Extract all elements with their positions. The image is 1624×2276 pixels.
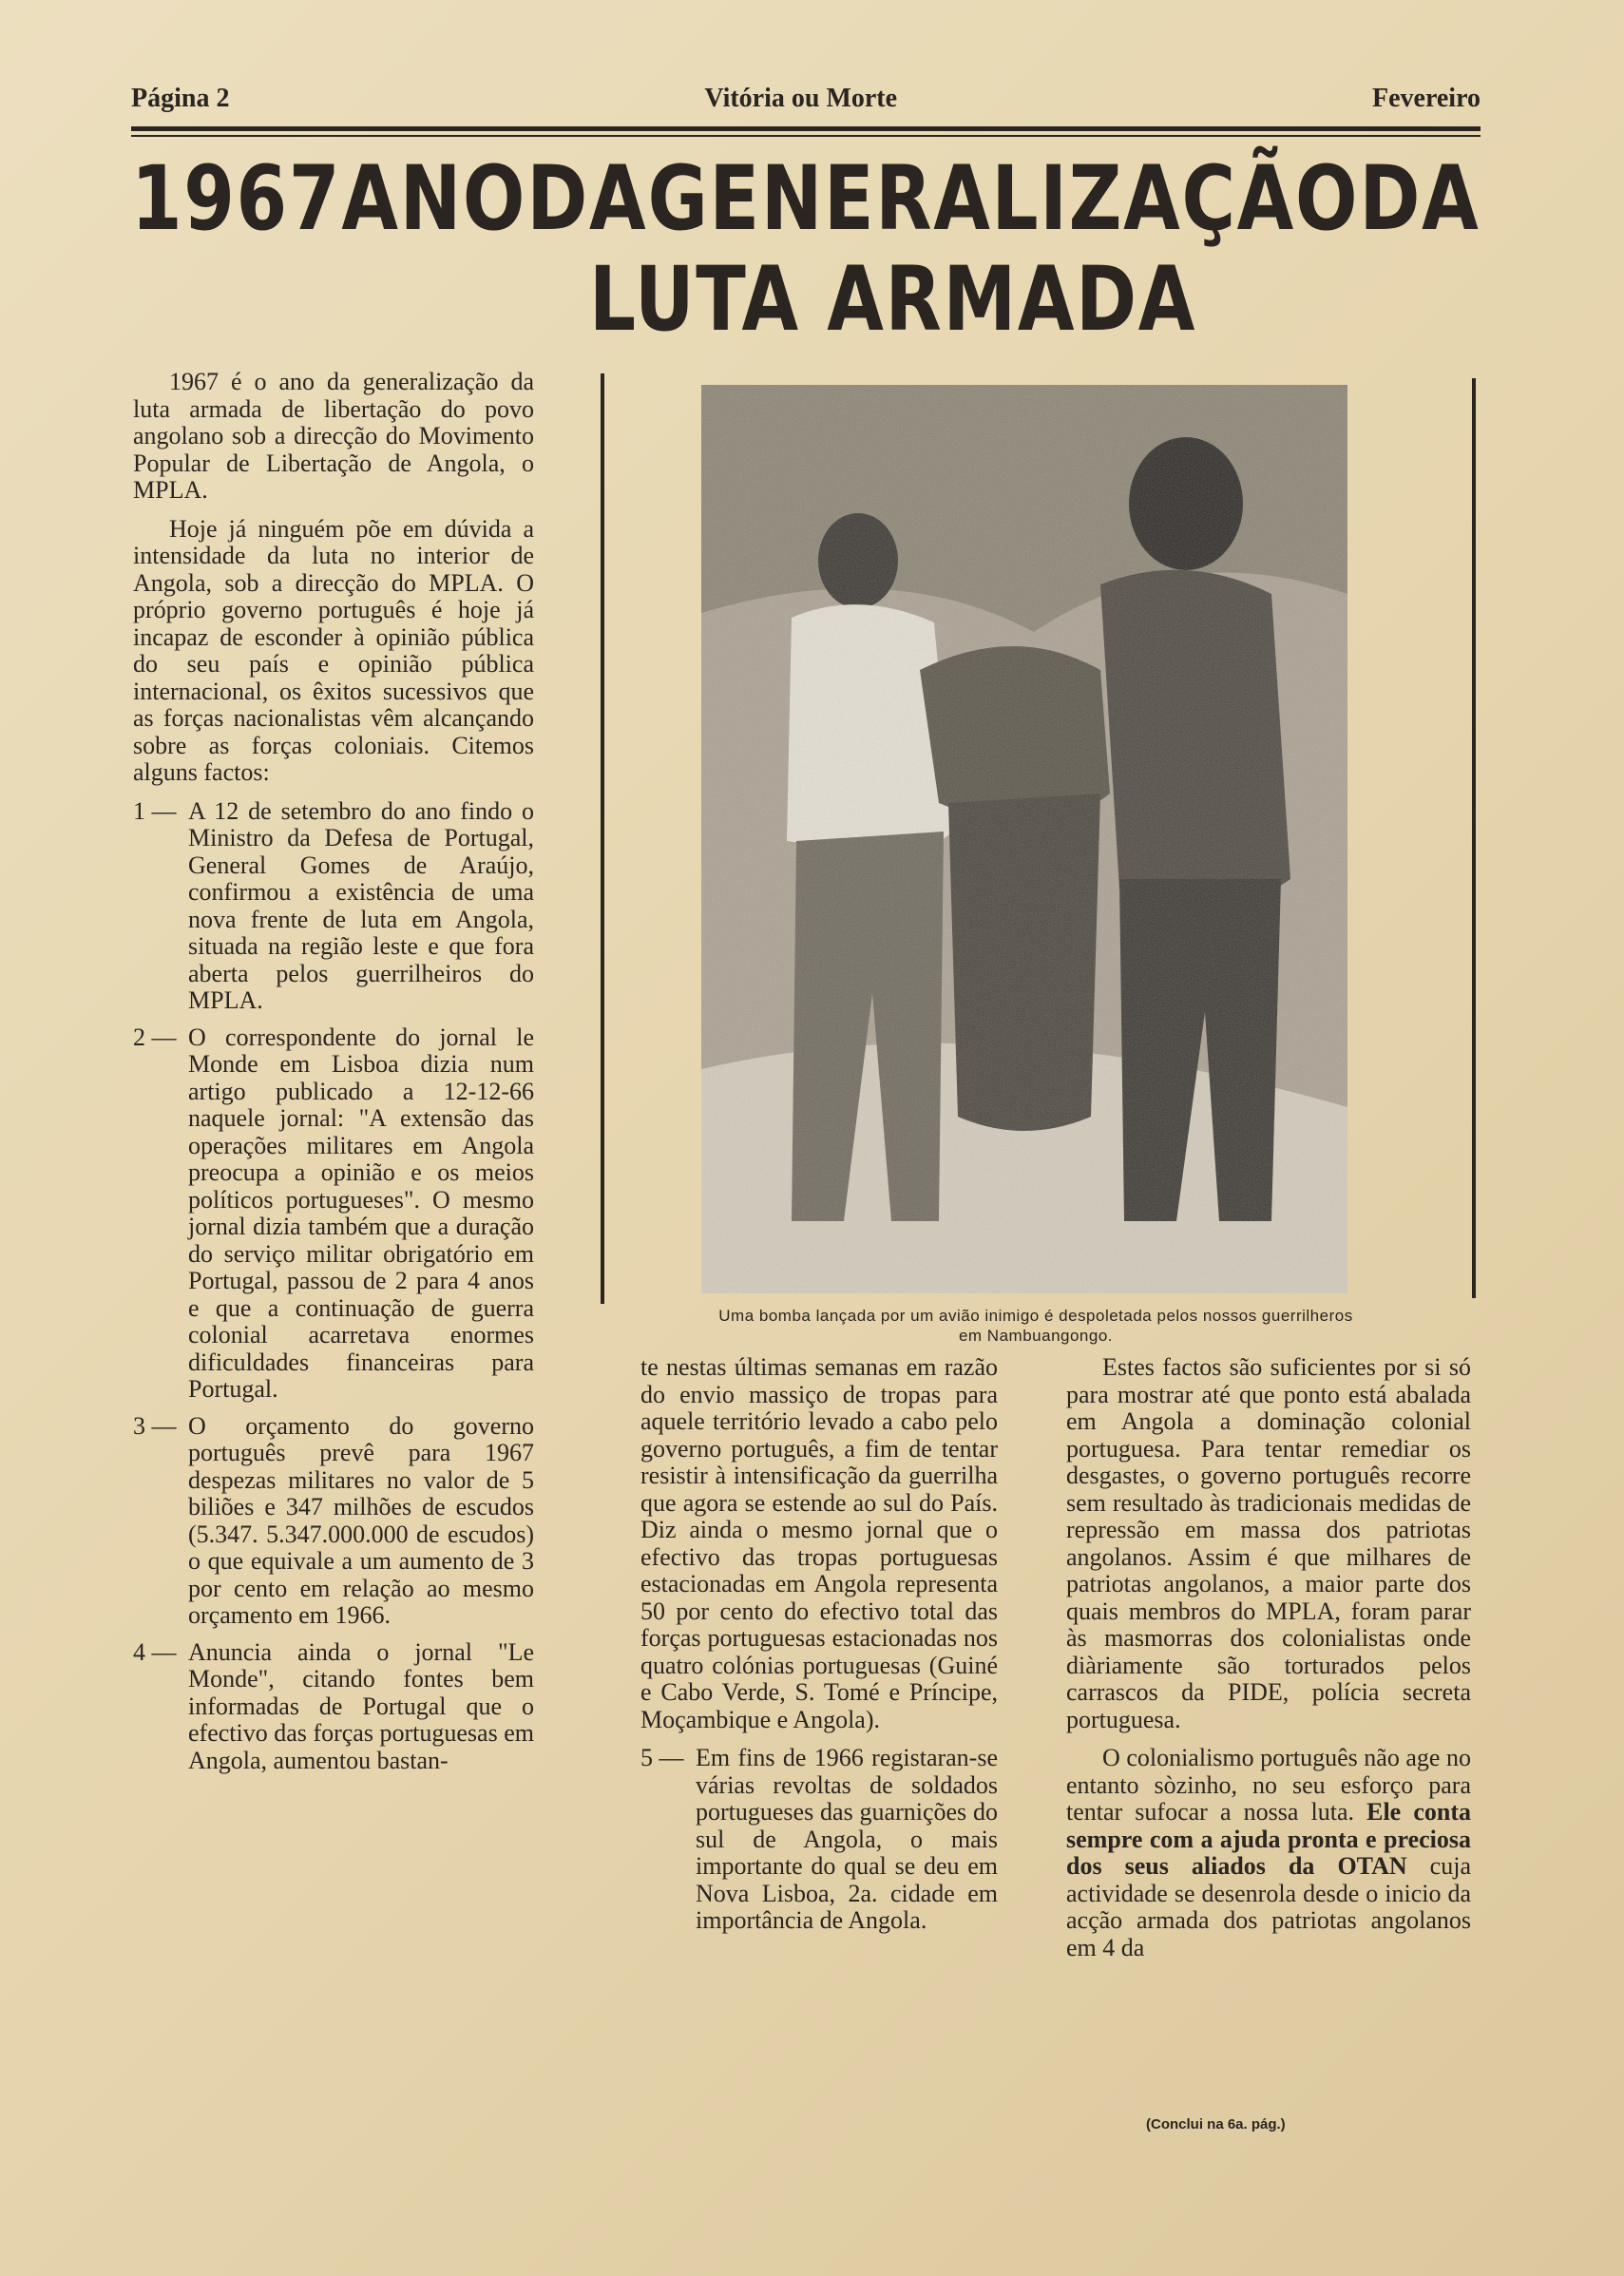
- headline-word: DA: [1359, 147, 1481, 251]
- page-number: Página 2: [131, 84, 230, 113]
- issue-month: Fevereiro: [1371, 84, 1481, 113]
- article-column-1: [133, 369, 534, 1784]
- page-header: [131, 84, 1481, 114]
- fact-item: [133, 1413, 534, 1630]
- fact-number: 1 —: [133, 796, 177, 825]
- fact-number: 5 —: [640, 1744, 684, 1771]
- paragraph-start: O colonialismo português não age no entanto sòzinho, no seu esforço para tentar sufocar a nossa luta.: [1066, 1744, 1471, 1826]
- headline-word: DA: [526, 147, 648, 251]
- photo-illustration: [701, 385, 1347, 1293]
- paragraph-end: cuja actividade se desenrola desde o inicio da acção armada dos patriotas angolanos em 4 da: [1066, 1852, 1471, 1961]
- fact-number: 3 —: [133, 1411, 177, 1440]
- fact-item: [133, 1639, 534, 1775]
- fact-number: 2 —: [133, 1023, 177, 1051]
- fact-text: Anuncia ainda o jornal "Le Monde", citando fontes bem informadas de Portugal que o efectivo das forças portuguesas em Angola, aumentou bastan-: [188, 1637, 534, 1774]
- photo-caption: Uma bomba lançada por um avião inimigo é despoletada pelos nossos guerrilheros em Nambuangongo.: [718, 1307, 1353, 1345]
- fact-text: O correspondente do jornal le Monde em Lisboa dizia num artigo publicado a 12-12-66 naquele jornal: "A extensão das operações militares em Angola preocupa a opinião e os meios políticos portugueses". O mesmo jornal dizia também que a duração do serviço militar obrigatório em Portugal, passou de 2 para 4 anos e que a continuação de guerra colonial acarretava enormes dificuldades financeiras para Portugal.: [188, 1023, 534, 1403]
- headline-word: ANO: [341, 147, 527, 251]
- continued-note: (Conclui na 6a. pág.): [1146, 2116, 1286, 2133]
- headline-word: 1967: [131, 147, 342, 251]
- fact-item: [133, 798, 534, 1015]
- newspaper-title: Vitória ou Morte: [704, 84, 898, 113]
- headline-line-2: LUTA ARMADA: [589, 248, 1197, 352]
- emphasis-text: Ele conta sempre com a ajuda pronta e preciosa dos seus aliados da OTAN: [1066, 1798, 1471, 1880]
- fact-number: 4 —: [133, 1637, 177, 1666]
- fact-item: [133, 1024, 534, 1404]
- fact-text: A 12 de setembro do ano findo o Ministro da Defesa de Portugal, General Gomes de Araújo, confirmou a existência de uma nova frente de luta em Angola, situada na região leste e que fora aberta pelos guerrilheiros do MPLA.: [188, 796, 534, 1014]
- body-paragraph: te nestas últimas semanas em razão do envio massiço de tropas para aquele território levado a cabo pelo governo português, a fim de tentar resistir à intensificação da guerrilha que agora se estende ao sul do País. Diz ainda o mesmo jornal que o efectivo das tropas portuguesas estacionadas em Angola representa 50 por cento do efectivo total das forças portuguesas estacionadas nos quatro colónias portuguesas (Guiné e Cabo Verde, S. Tomé e Príncipe, Moçambique e Angola).: [640, 1353, 998, 1733]
- header-rule: [131, 126, 1481, 131]
- fact-item: [640, 1745, 998, 1935]
- header-rule-thin: [131, 135, 1481, 137]
- headline-word: GENERALIZAÇÃO: [647, 147, 1360, 251]
- headline-line-1: [131, 147, 1481, 251]
- intro-paragraph: 1967 é o ano da generalização da luta armada de libertação do povo angolano sob a direcção do Movimento Popular de Libertação de Angola, o MPLA.: [133, 368, 534, 504]
- column-divider: [601, 373, 604, 1304]
- column-divider: [1472, 378, 1476, 1298]
- body-paragraph: [1066, 1745, 1471, 1961]
- fact-text: Em fins de 1966 registaran-se várias revoltas de soldados portugueses das guarnições do sul de Angola, o mais importante do qual se deu em Nova Lisboa, 2a. cidade em importância de Angola.: [696, 1744, 998, 1934]
- body-paragraph: Hoje já ninguém põe em dúvida a intensidade da luta no interior de Angola, sob a direcção do MPLA. O próprio governo português é hoje já incapaz de esconder à opinião pública do seu país e opinião pública internacional, os êxitos sucessivos que as forças nacionalistas vêm alcançando sobre as forças coloniais. Citemos alguns factos:: [133, 514, 534, 786]
- article-column-2: [640, 1354, 998, 1944]
- fact-text: O orçamento do governo português prevê para 1967 despezas militares no valor de 5 biliões e 347 milhões de escudos (5.347. 5.347.000.000 de escudos) o que equivale a um aumento de 3 por cento em relação ao mesmo orçamento em 1966.: [188, 1411, 534, 1629]
- body-paragraph: Estes factos são suficientes por si só para mostrar até que ponto está abalada em Angola a dominação colonial portuguesa. Para tentar remediar os desgastes, o governo português recorre sem resultado às tradicionais medidas de repressão em massa dos patriotas angolanos. Assim é que milhares de patriotas angolanos, a maior parte dos quais membros do MPLA, foram parar às masmorras dos colonialistas onde diàriamente são torturados pelos carrascos da PIDE, polícia secreta portuguesa.: [1066, 1353, 1471, 1733]
- news-photo: [701, 385, 1347, 1293]
- article-column-3: [1066, 1354, 1471, 1973]
